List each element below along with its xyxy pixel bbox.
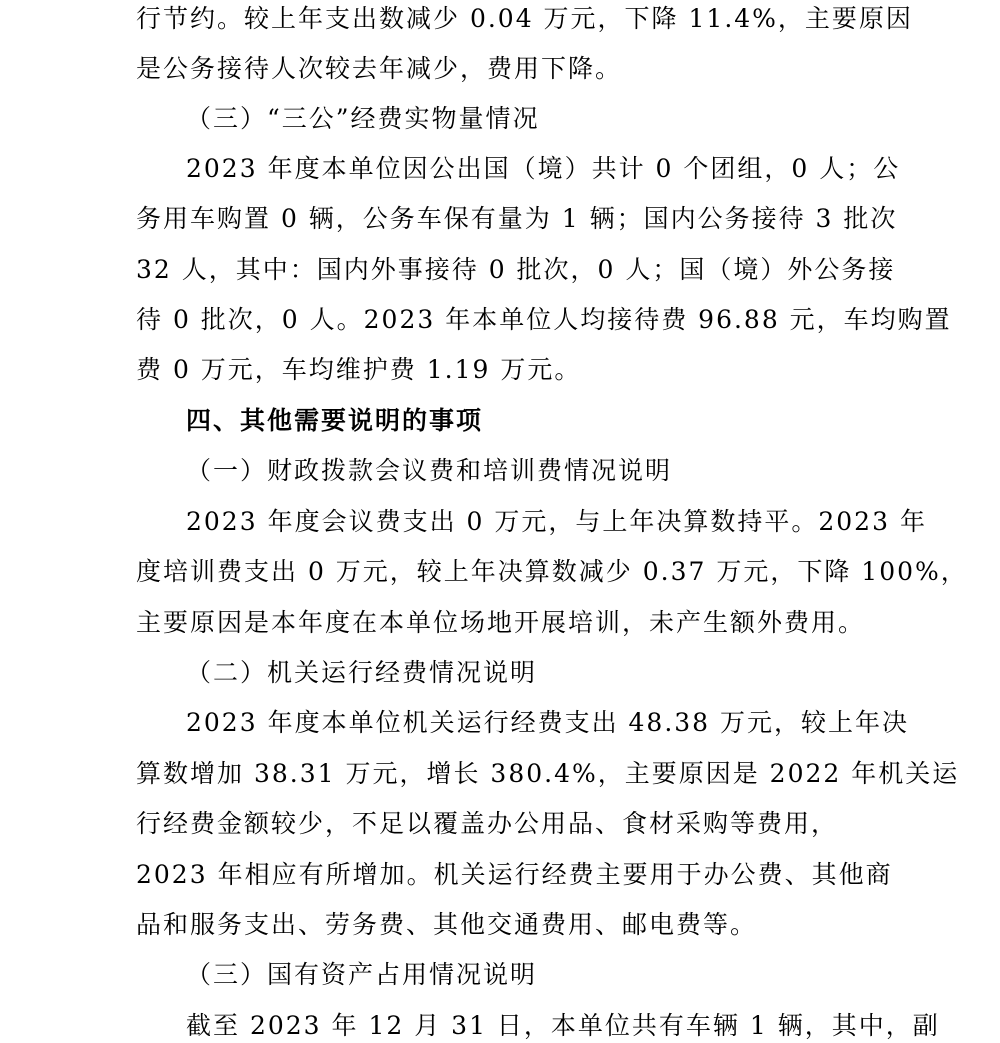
text-line: 行经费金额较少，不足以覆盖办公用品、食材采购等费用， — [136, 809, 839, 838]
section-heading: 四、其他需要说明的事项 — [186, 406, 484, 435]
text-line: 2023 年度本单位因公出国（境）共计 0 个团组，0 人；公 — [186, 154, 901, 183]
subsection-heading: （三）“三公”经费实物量情况 — [186, 104, 540, 133]
text-line: 32 人，其中：国内外事接待 0 批次，0 人；国（境）外公务接 — [136, 255, 896, 284]
text-line: 品和服务支出、劳务费、其他交通费用、邮电费等。 — [136, 910, 758, 939]
text-line: 2023 年相应有所增加。机关运行经费主要用于办公费、其他商 — [136, 860, 893, 889]
text-line: 2023 年度会议费支出 0 万元，与上年决算数持平。2023 年 — [186, 507, 927, 536]
subsection-heading: （三）国有资产占用情况说明 — [186, 960, 538, 989]
text-line: 行节约。较上年支出数减少 0.04 万元，下降 11.4%，主要原因 — [136, 4, 913, 33]
text-line: 主要原因是本年度在本单位场地开展培训，未产生额外费用。 — [136, 608, 866, 637]
subsection-heading: （二）机关运行经费情况说明 — [186, 658, 538, 687]
text-line: 2023 年度本单位机关运行经费支出 48.38 万元，较上年决 — [186, 708, 910, 737]
text-line: 费 0 万元，车均维护费 1.19 万元。 — [136, 355, 582, 384]
text-line: 是公务接待人次较去年减少，费用下降。 — [136, 54, 623, 83]
text-line: 度培训费支出 0 万元，较上年决算数减少 0.37 万元，下降 100%， — [136, 557, 968, 586]
text-line: 务用车购置 0 辆，公务车保有量为 1 辆；国内公务接待 3 批次 — [136, 204, 898, 233]
text-line: 待 0 批次，0 人。2023 年本单位人均接待费 96.88 元，车均购置 — [136, 305, 952, 334]
text-line: 算数增加 38.31 万元，增长 380.4%，主要原因是 2022 年机关运 — [136, 759, 960, 788]
text-line: 截至 2023 年 12 月 31 日，本单位共有车辆 1 辆，其中，副 — [186, 1011, 940, 1040]
subsection-heading: （一）财政拨款会议费和培训费情况说明 — [186, 456, 673, 485]
